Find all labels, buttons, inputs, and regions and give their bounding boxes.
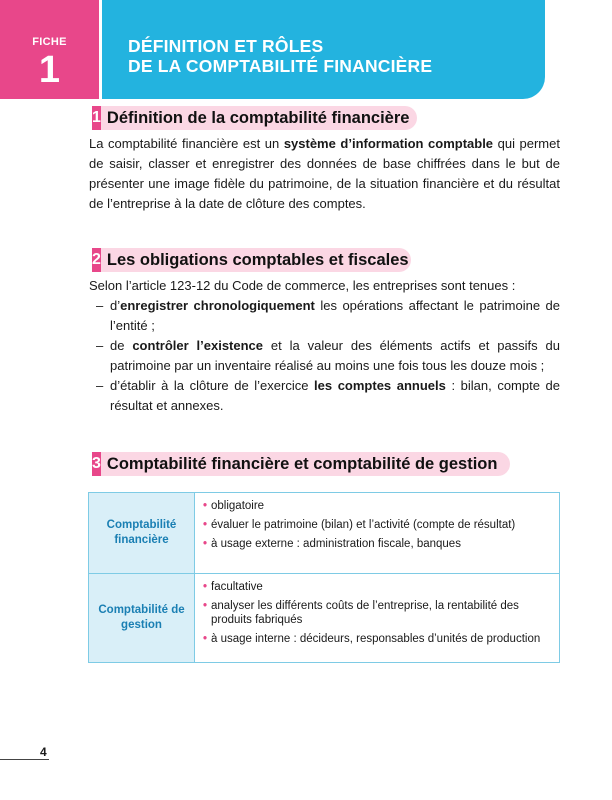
list-item [203, 518, 551, 532]
row-heading [89, 493, 195, 574]
page-title-line-2: DE LA COMPTABILITÉ FINANCIÈRE [128, 56, 433, 76]
fiche-number: 1 [38, 49, 61, 91]
list-item [203, 632, 551, 646]
bullet-marker: • [203, 581, 208, 593]
fiche-label: FICHE [32, 36, 67, 48]
dash-marker: – [96, 378, 104, 393]
obligation-bold: enregistrer chronologiquement [120, 298, 315, 313]
list-item-text: à usage interne : décideurs, responsables d’unités de production [211, 633, 541, 645]
definition-paragraph [89, 134, 560, 214]
list-item-text: à usage externe : administration fiscale, banques [211, 538, 461, 550]
footer-rule [0, 759, 49, 760]
list-item [203, 537, 551, 551]
obligation-text: de [110, 338, 133, 353]
list-item [203, 599, 551, 627]
dash-marker: – [96, 338, 104, 353]
obligation-bold: contrôler l’existence [132, 338, 264, 353]
row-items [195, 574, 560, 663]
row-heading-text: Comptabilité financière [106, 519, 177, 546]
bullet-marker: • [203, 633, 208, 645]
list-item-text: analyser les différents coûts de l’entreprise, la rentabilité des produits fabriqués [211, 600, 519, 626]
comparison-table [88, 492, 560, 663]
row-heading-text: Comptabilité de gestion [98, 604, 185, 631]
obligation-text: et la valeur des éléments actifs et passifs du patrimoine par un inventaire réalisé au moins une fois tous les douze mois ; [110, 338, 560, 373]
obligation-text: les opérations affectant le patrimoine de l’entité ; [110, 298, 560, 333]
list-item-text: facultative [211, 581, 263, 593]
list-item-text: obligatoire [211, 500, 265, 512]
obligation-text: d’ [110, 298, 121, 313]
definition-text-end: qui permet de saisir, classer et enregistrer des données de base chiffrées dans le but de présenter une image fidèle du patrimoine, de la situation financière et du résultat de l’entreprise à la date de clôture des comptes. [89, 136, 560, 211]
page-number: 4 [40, 745, 47, 759]
obligation-text: : bilan, compte de résultat et annexes. [110, 378, 560, 413]
obligation-text: d’établir à la clôture de l’exercice [110, 378, 315, 393]
section-heading-2 [92, 248, 411, 272]
section-number-1: 1 [92, 106, 101, 130]
table-row [89, 493, 560, 574]
section-number-2: 2 [92, 248, 101, 272]
page-title-line-1: DÉFINITION ET RÔLES [128, 36, 324, 56]
bullet-marker: • [203, 500, 208, 512]
row-heading [89, 574, 195, 663]
obligation-item [89, 296, 560, 336]
section-title-3: Comptabilité financière et comptabilité de gestion [106, 454, 498, 473]
list-item-text: évaluer le patrimoine (bilan) et l’activité (compte de résultat) [211, 519, 516, 531]
list-item [203, 499, 551, 513]
section-heading-3 [92, 452, 510, 476]
page-title-band [102, 0, 545, 99]
dash-marker: – [96, 298, 104, 313]
obligation-bold: les comptes annuels [314, 378, 446, 393]
fiche-tab [0, 0, 99, 99]
section-title-2: Les obligations comptables et fiscales [106, 250, 409, 269]
definition-text-start: La comptabilité financière est un [89, 136, 284, 151]
section-heading-1 [92, 106, 417, 130]
bullet-marker: • [203, 538, 208, 550]
obligations-list [89, 296, 560, 416]
obligation-item [89, 376, 560, 416]
obligation-item [89, 336, 560, 376]
bullet-marker: • [203, 600, 208, 612]
row-items [195, 493, 560, 574]
definition-text-bold: système d’information comptable [283, 136, 494, 151]
section-title-1: Définition de la comptabilité financière [106, 108, 410, 127]
obligations-intro: Selon l’article 123-12 du Code de commerce, les entreprises sont tenues : [89, 278, 516, 293]
section-number-3: 3 [92, 452, 101, 476]
bullet-marker: • [203, 519, 208, 531]
table-row [89, 574, 560, 663]
list-item [203, 580, 551, 594]
